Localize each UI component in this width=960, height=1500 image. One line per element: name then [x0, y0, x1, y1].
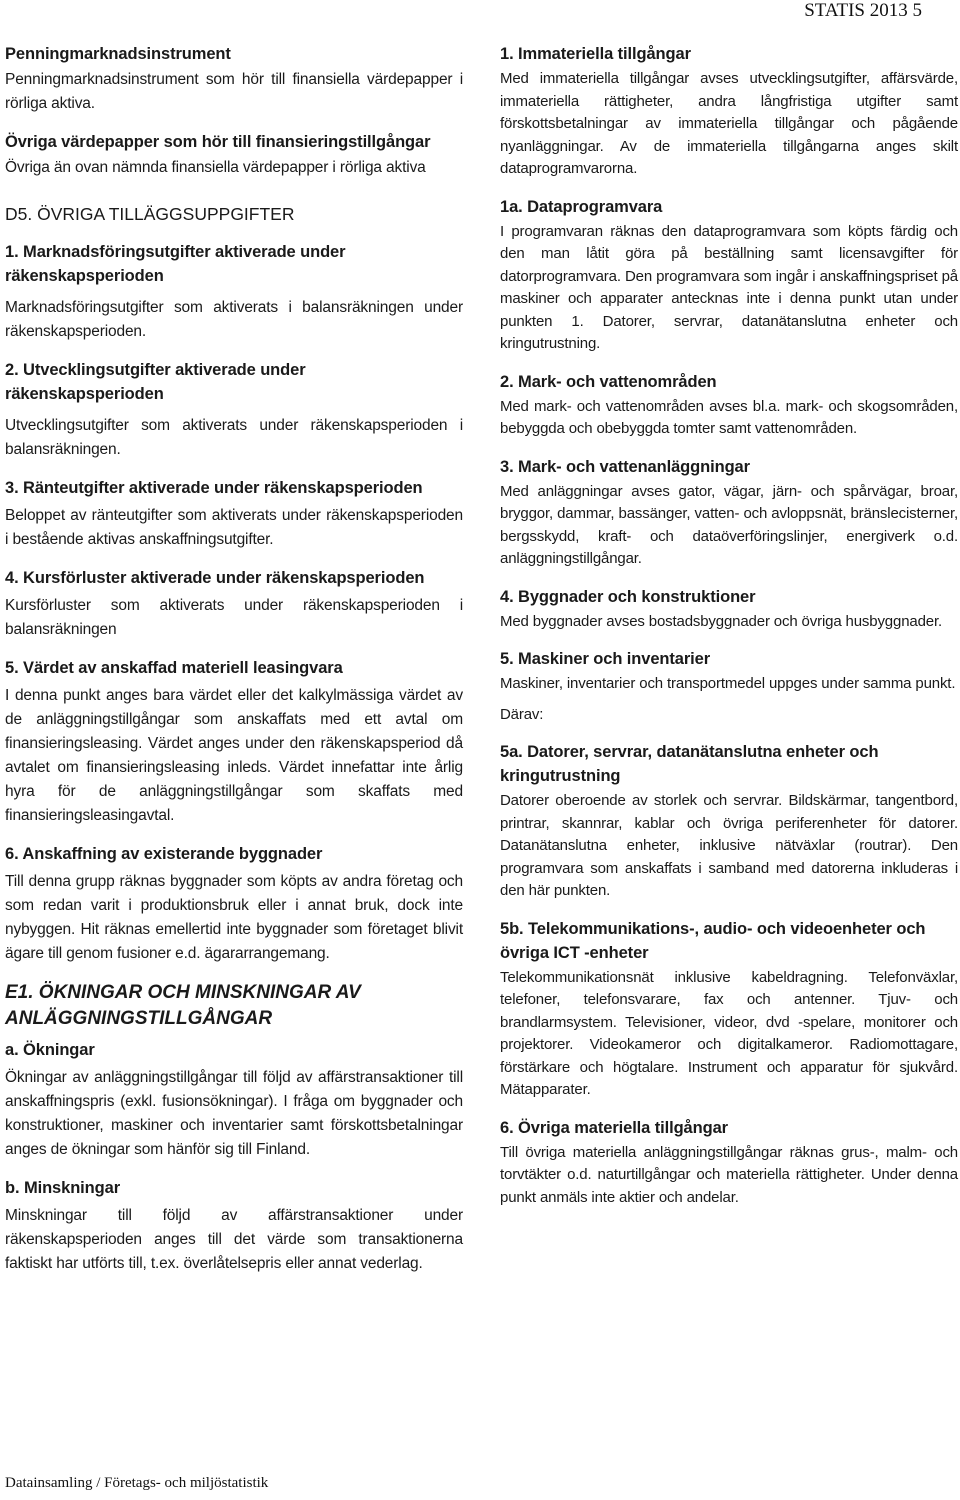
section-title: 5a. Datorer, servrar, datanätanslutna enheter och kringutrustning [500, 743, 879, 785]
section-land-water [500, 370, 958, 441]
section-other-tangible [500, 1116, 958, 1210]
section-land-water-facilities [500, 455, 958, 571]
section-body: I programvaran räknas den dataprogramvara som köpts färdig och den man låtit göra på beställning samt licensavgifter för datorprogramvara. Den programvara som ingår i anskaffningspriset på maskiner och apparater antecknas inte i denna punkt utan under punkten 1. Datorer, servrar, datanätanslutna enheter och kringutrustning. [500, 222, 958, 352]
of-which-label: Därav: [500, 705, 544, 723]
section-computers [500, 740, 958, 903]
section-title: 2. Utvecklingsutgifter aktiverade under räkenskapsperioden [5, 361, 306, 403]
running-header: STATIS 2013 5 [804, 0, 922, 21]
section-title: 6. Övriga materiella tillgångar [500, 1118, 728, 1137]
section-body: Utvecklingsutgifter som aktiverats under räkenskapsperioden i balansräkningen. [5, 417, 463, 458]
section-exchange-losses [5, 566, 463, 642]
section-marketing-costs [5, 240, 463, 344]
section-title: Övriga värdepapper som hör till finansieringstillgångar [5, 133, 431, 151]
section-e1-heading [5, 980, 463, 1032]
section-body: Minskningar till följd av affärstransaktioner under räkenskapsperioden anges till det värde som transaktionerna faktiskt har utförts till, t.ex. överlåtelsepris eller annat vederlag. [5, 1207, 463, 1272]
section-body: Till denna grupp räknas byggnader som köpts av andra företag och som redan varit i produktionsbruk eller i annat bruk, dock inte nybyggen. Hit räknas emellertid inte byggnader som företaget blivit ägare till genom fusioner e.d. ägararrangemang. [5, 873, 463, 962]
section-title: 1a. Dataprogramvara [500, 197, 663, 216]
section-of-which [500, 704, 958, 727]
section-title: b. Minskningar [5, 1179, 121, 1197]
right-column [500, 42, 958, 1223]
section-body: Datorer oberoende av storlek och servrar. Bildskärmar, tangentbord, printrar, skannrar, kablar och övriga periferenheter för datorer. Datanätanslutna enheter, inklusive nätväxlar (routrar). Den programvara som anskaffats i samband med datorerna inkluderas i den här punkten. [500, 792, 958, 899]
section-title: 6. Anskaffning av existerande byggnader [5, 845, 323, 863]
section-body: Med byggnader avses bostadsbyggnader och övriga husbyggnader. [500, 612, 942, 630]
section-development-costs [5, 358, 463, 462]
section-body: Penningmarknadsinstrument som hör till finansiella värdepapper i rörliga aktiva. [5, 71, 463, 112]
section-body: Maskiner, inventarier och transportmedel uppges under samma punkt. [500, 675, 956, 692]
section-body: Telekommunikationsnät inklusive kabeldragning. Telefonväxlar, telefoner, telefonsvarare, fax och antenner. Tjuv- och brandlarmsystem. Televisioner, videor, dvd -spelare, monitorer och projektorer. Videokameror och digitalkameror. Radiomottagare, förstärkare och högtalare. Instrument och apparatur för sjukvård. Mätapparater. [500, 968, 958, 1098]
section-body: Beloppet av ränteutgifter som aktiverats under räkenskapsperioden i bestående aktivas anskaffningsutgifter. [5, 507, 463, 548]
section-d5-heading [5, 202, 463, 226]
section-title: 1. Immateriella tillgångar [500, 45, 691, 63]
section-interest-costs [5, 476, 463, 552]
section-title: 5b. Telekommunikations-, audio- och videoenheter och övriga ICT -enheter [500, 919, 926, 962]
section-body: I denna punkt anges bara värdet eller det kalkylmässiga värdet av de anläggningstillgångar som anskaffats med ett avtal om finansieringsleasing. Värdet anges under den räkenskapsperiod då avtalet om finansieringsleasing inleds. Värdet innefattar inte årlig hyra för de anläggningstillgångar som skaffats med finansieringsleasingavtal. [5, 687, 463, 824]
section-body: Ökningar av anläggningstillgångar till följd av affärstransaktioner till anskaffningspris (exkl. fusionsökningar). I fråga om byggnader och konstruktioner, maskiner och inventarier samt förskottsbetalningar anges de ökningar som hänför sig till Finland. [5, 1069, 463, 1158]
section-body: Till övriga materiella anläggningstillgångar räknas grus-, malm- och torvtäkter o.d. naturtillgångar och materiella rättigheter. Under denna punkt anmäls inte aktier och andelar. [500, 1143, 958, 1206]
section-title: 5. Värdet av anskaffad materiell leasingvara [5, 659, 343, 677]
section-title: 4. Kursförluster aktiverade under räkenskapsperioden [5, 569, 425, 587]
section-software [500, 195, 958, 356]
e1-heading: E1. ÖKNINGAR OCH MINSKNINGAR AV ANLÄGGNINGSTILLGÅNGAR [5, 982, 361, 1029]
section-money-market [5, 42, 463, 116]
section-body: Med mark- och vattenområden avses bl.a. mark- och skogsområden, bebyggda och obebyggda tomter samt vattenområden. [500, 397, 958, 437]
section-increases [5, 1038, 463, 1162]
section-body: Kursförluster som aktiverats under räkenskapsperioden i balansräkningen [5, 597, 463, 638]
page-footer: Datainsamling / Företags- och miljöstatistik [5, 1475, 269, 1491]
section-decreases [5, 1176, 463, 1276]
section-title: 5. Maskiner och inventarier [500, 650, 711, 668]
section-telecom [500, 917, 958, 1102]
section-body: Marknadsföringsutgifter som aktiverats i balansräkningen under räkenskapsperioden. [5, 299, 463, 340]
left-column [5, 42, 463, 1290]
section-title: 3. Mark- och vattenanläggningar [500, 457, 750, 476]
section-body: Övriga än ovan nämnda finansiella värdepapper i rörliga aktiva [5, 159, 426, 176]
section-leasing-value [5, 656, 463, 828]
section-machinery [500, 647, 958, 696]
section-title: 4. Byggnader och konstruktioner [500, 587, 756, 606]
d5-heading: D5. ÖVRIGA TILLÄGGSUPPGIFTER [5, 204, 295, 224]
section-title: a. Ökningar [5, 1041, 95, 1059]
section-body: Med anläggningar avses gator, vägar, järn- och spårvägar, broar, bryggor, dammar, bassänger, vatten- och avloppsnät, bränslecisterner, bergsskydd, kraft- och dataöverföringslinjer, energiverk o.d. anläggningstillgångar. [500, 482, 958, 567]
section-title: 3. Ränteutgifter aktiverade under räkenskapsperioden [5, 479, 423, 497]
section-existing-buildings [5, 842, 463, 966]
section-title: 2. Mark- och vattenområden [500, 372, 717, 391]
section-intangible-assets [500, 42, 958, 181]
section-title: 1. Marknadsföringsutgifter aktiverade under räkenskapsperioden [5, 243, 346, 285]
section-body: Med immateriella tillgångar avses utvecklingsutgifter, affärsvärde, immateriella rättigheter, andra långfristiga utgifter samt förskottsbetalningar av immateriella tillgångar och pågående nyanläggningar. Av de immateriella tillgångarna anges skilt dataprogramvarorna. [500, 70, 958, 177]
section-buildings [500, 585, 958, 634]
section-title: Penningmarknadsinstrument [5, 45, 231, 63]
section-other-securities [5, 130, 463, 180]
